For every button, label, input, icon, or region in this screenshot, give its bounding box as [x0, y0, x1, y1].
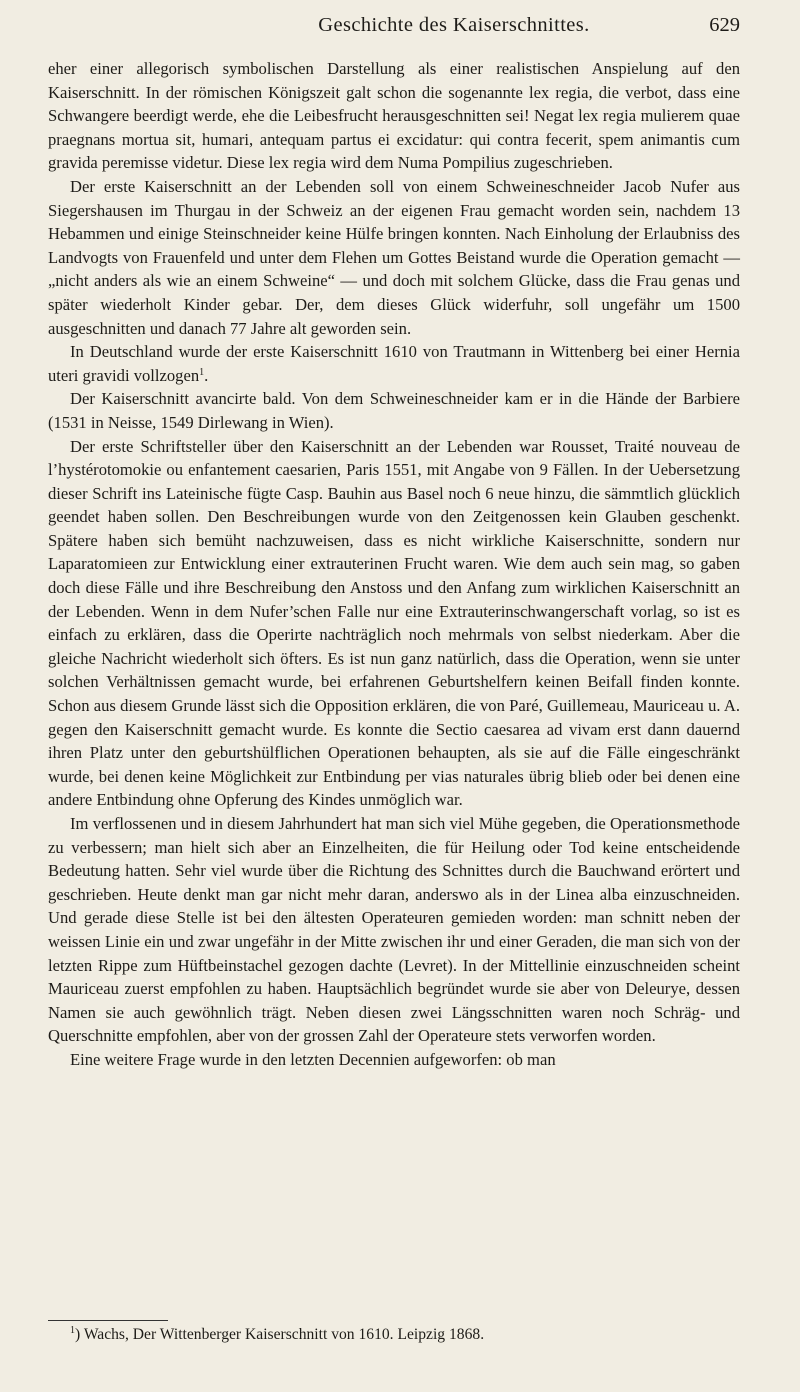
paragraph-2: Der erste Kaiserschnitt an der Lebenden soll von einem Schweineschneider Jacob Nufer aus Siegershausen im Thurgau in der Schweiz an der eigenen Frau gemacht worden sein, nachdem 13 Hebammen und einige Steinschneider keine Hülfe bringen konnten. Nach Einholung der Erlaubniss des Landvogts von Frauenfeld und unter dem Flehen um Gottes Beistand wurde die Operation gemacht — „nicht anders als wie an einem Schweine“ — und doch mit solchem Glücke, dass die Frau genas und später wiederholt Kinder gebar. Der, dem dieses Glück widerfuhr, soll ungefähr um 1500 ausgeschnitten und danach 77 Jahre alt geworden sein.	[48, 176, 740, 338]
page-number: 629	[709, 14, 740, 36]
footnote-marker: 1	[70, 1325, 75, 1336]
paragraph-1: eher einer allegorisch symbolischen Darstellung als einer realistischen Anspielung auf den Kaiserschnitt. In der römischen Königszeit galt schon die sogenannte lex regia, die verbot, dass eine Schwangere beerdigt werde, ehe die Leibesfrucht herausgeschnitten sei! Negat lex regia mulierem quae praegnans mortua sit, humari, antequam partus ei excidatur: qui contra fecerit, spem animantis cum gravida peremisse videtur. Diese lex regia wird dem Numa Pompilius zugeschrieben.	[48, 59, 740, 173]
running-head	[48, 10, 740, 40]
footnote-reference[interactable]: 1	[199, 366, 205, 378]
paragraph-3-after: .	[204, 365, 209, 385]
body-text	[48, 57, 740, 1072]
paragraph-6: Im verflossenen und in diesem Jahrhundert hat man sich viel Mühe gegeben, die Operationsmethode zu verbessern; man hielt sich aber an Einzelheiten, die für Heilung oder Tod keine entscheidende Bedeutung hatten. Sehr viel wurde über die Richtung des Schnittes durch die Bauchwand erörtert und geschrieben. Heute denkt man gar nicht mehr daran, anderswo als in der Linea alba einzuschneiden. Und gerade diese Stelle ist bei den ältesten Operateuren gemieden worden: man schnitt neben der weissen Linie ein und zwar ungefähr in der Mitte zwischen ihr und einer Geraden, die man sich von der letzten Rippe zum Hüftbeinstachel gezogen dachte (Levret). In der Mittellinie einzuschneiden scheint Mauriceau zuerst empfohlen zu haben. Hauptsächlich begründet wurde sie aber von Deleurye, dessen Namen sie auch gewöhnlich trägt. Neben diesen zwei Längsschnitten waren noch Schräg- und Querschnitte empfohlen, aber von der grossen Zahl der Operateure stets verworfen worden.	[48, 814, 740, 1046]
paragraph-3-text: In Deutschland wurde der erste Kaiserschnitt 1610 von Trautmann in Wittenberg bei einer Hernia uteri gravidi vollzogen	[48, 342, 740, 385]
footnote: $^1$) Wachs, Der Wittenberger Kaiserschnitt von 1610. Leipzig 1868.	[70, 1325, 485, 1343]
footnote-divider	[48, 1320, 168, 1321]
footnote-text: Wachs, Der Wittenberger Kaiserschnitt von 1610. Leipzig 1868.	[83, 1326, 485, 1343]
paragraph-3	[48, 340, 740, 387]
paragraph-4: Der Kaiserschnitt avancirte bald. Von dem Schweineschneider kam er in die Hände der Barbiere (1531 in Neisse, 1549 Dirlewang in Wien).	[48, 389, 740, 432]
paragraph-5: Der erste Schriftsteller über den Kaiserschnitt an der Lebenden war Rousset, Traité nouveau de l’hystérotomokie ou enfantement caesarien, Paris 1551, mit Angabe von 9 Fällen. In der Uebersetzung dieser Schrift ins Lateinische fügte Casp. Bauhin aus Basel noch 6 neue hinzu, die sämmtlich glücklich geendet haben sollen. Den Beschreibungen wurde von den Zeitgenossen kein Glauben geschenkt. Spätere haben sich bemüht nachzuweisen, dass es nicht wirkliche Kaiserschnitte, sondern nur Laparatomieen zur Entwicklung einer extrauterinen Frucht waren. Wie dem auch sein mag, so gaben doch diese Fälle und ihre Beschreibung den Anstoss und den Anfang zum wirklichen Kaiserschnitt an der Lebenden. Wenn in dem Nufer’schen Falle nur eine Extrauterinschwangerschaft vorlag, so ist es einfach zu erklären, dass die Operirte nachträglich noch mehrmals von selbst niederkam. Aber die gleiche Nachricht wiederholt sich öfters. Es ist nun ganz natürlich, dass die Operation, wenn sie unter solchen Verhältnissen gemacht wurde, bei erfahrenen Geburtshelfern keinen Beifall finden konnte. Schon aus diesem Grunde lässt sich die Opposition erklären, die von Paré, Guillemeau, Mauriceau u. A. gegen den Kaiserschnitt gemacht wurde. Es konnte die Sectio caesarea ad vivam erst dann dauernd ihren Platz unter den geburtshülflichen Operationen behaupten, als sie auf die Fälle eingeschränkt wurde, bei denen keine Möglichkeit zur Entbindung per vias naturales übrig blieb oder bei denen eine andere Entbindung ohne Opferung des Kindes unmöglich war.	[48, 436, 740, 810]
paragraph-7: Eine weitere Frage wurde in den letzten Decennien aufgeworfen: ob man	[70, 1049, 556, 1069]
running-title: Geschichte des Kaiserschnittes.	[318, 14, 590, 36]
